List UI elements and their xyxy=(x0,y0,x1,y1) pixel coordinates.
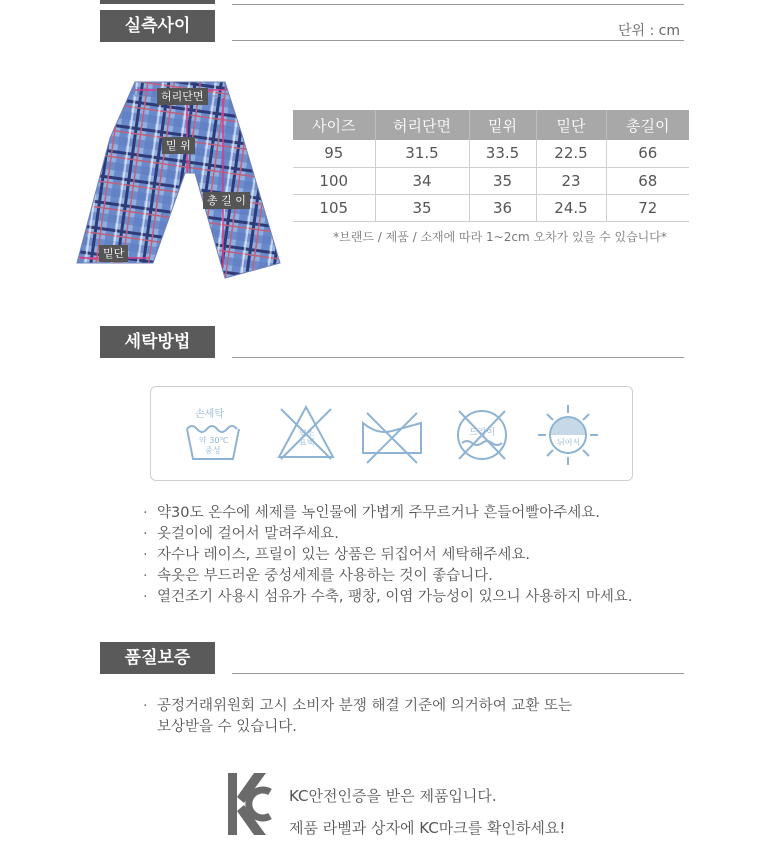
table-cell: 35 xyxy=(469,167,536,194)
pants-label-hem: 밑단 xyxy=(99,245,128,262)
no-bleach-icon xyxy=(271,401,341,467)
table-cell: 24.5 xyxy=(536,194,606,221)
section-title-quality: 품질보증 xyxy=(100,642,215,674)
table-cell: 36 xyxy=(469,194,536,221)
wash-icons-box xyxy=(150,386,633,481)
section-line-quality xyxy=(232,673,684,674)
section-line-size xyxy=(232,40,684,41)
table-row xyxy=(293,167,689,194)
pants-label-waist: 허리단면 xyxy=(157,88,208,105)
col-header: 밑단 xyxy=(536,110,606,140)
size-table xyxy=(293,110,689,222)
no-bleach-label: 염소 표백 xyxy=(299,429,315,447)
hand-wash-temp: 약 30℃ xyxy=(199,436,229,445)
pants-illustration xyxy=(75,78,285,283)
table-cell: 31.5 xyxy=(375,140,469,167)
no-tumble-icon xyxy=(357,401,427,467)
kc-line-1: KC안전인증을 받은 제품입니다. xyxy=(289,787,497,805)
pants-label-length: 총 길 이 xyxy=(203,192,250,209)
section-line-wash xyxy=(232,357,684,358)
col-header: 밑위 xyxy=(469,110,536,140)
hand-wash-label: 손세탁 xyxy=(195,409,224,420)
section-title-wash: 세탁방법 xyxy=(100,326,215,358)
list-item: · 속옷은 부드러운 중성세제를 사용하는 것이 좋습니다. xyxy=(143,566,633,587)
list-item: · 열건조기 사용시 섬유가 수축, 팽창, 이염 가능성이 있으니 사용하지 마세요. xyxy=(143,587,633,608)
quality-text xyxy=(143,696,572,738)
unit-label: 단위 : cm xyxy=(617,23,680,39)
flat-dry-label: 뉘어서 xyxy=(557,438,581,447)
hand-wash-neutral: 중성 xyxy=(205,446,221,455)
kc-mark-icon xyxy=(228,773,272,835)
table-cell: 95 xyxy=(293,140,375,167)
hand-wash-icon xyxy=(179,401,249,467)
pants-label-rise: 밑 위 xyxy=(162,137,195,154)
table-cell: 22.5 xyxy=(536,140,606,167)
table-cell: 33.5 xyxy=(469,140,536,167)
table-cell: 105 xyxy=(293,194,375,221)
table-cell: 35 xyxy=(375,194,469,221)
flat-dry-icon xyxy=(533,401,603,467)
list-item: · 자수나 레이스, 프릴이 있는 상품은 뒤집어서 세탁해주세요. xyxy=(143,545,633,566)
table-cell: 68 xyxy=(606,167,689,194)
table-row xyxy=(293,194,689,221)
size-table-note: *브랜드 / 제품 / 소재에 따라 1~2cm 오차가 있을 수 있습니다* xyxy=(333,230,667,244)
dryer-label: 드라이 xyxy=(469,428,496,438)
list-item: · 약30도 온수에 세제를 녹인물에 가볍게 주무르거나 흔들어빨아주세요. xyxy=(143,503,633,524)
table-cell: 72 xyxy=(606,194,689,221)
col-header: 총길이 xyxy=(606,110,689,140)
no-dryclean-icon xyxy=(447,401,517,467)
list-item xyxy=(143,696,572,738)
top-divider xyxy=(100,0,215,4)
table-cell: 100 xyxy=(293,167,375,194)
section-title-size: 실측사이즈 xyxy=(100,10,215,42)
table-cell: 23 xyxy=(536,167,606,194)
table-row xyxy=(293,140,689,167)
wash-instructions xyxy=(143,503,633,608)
table-cell: 66 xyxy=(606,140,689,167)
col-header: 사이즈 xyxy=(293,110,375,140)
size-table-header xyxy=(293,110,689,140)
table-cell: 34 xyxy=(375,167,469,194)
kc-line-2: 제품 라벨과 상자에 KC마크를 확인하세요! xyxy=(289,819,566,837)
list-item: · 옷걸이에 걸어서 말려주세요. xyxy=(143,524,633,545)
quality-line-1: 공정거래위원회 고시 소비자 분쟁 해결 기준에 의거하여 교환 또는 xyxy=(157,698,573,714)
quality-line-2: 보상받을 수 있습니다. xyxy=(157,719,297,735)
top-divider-line xyxy=(232,4,684,5)
kc-text xyxy=(289,782,565,842)
col-header: 허리단면 xyxy=(375,110,469,140)
